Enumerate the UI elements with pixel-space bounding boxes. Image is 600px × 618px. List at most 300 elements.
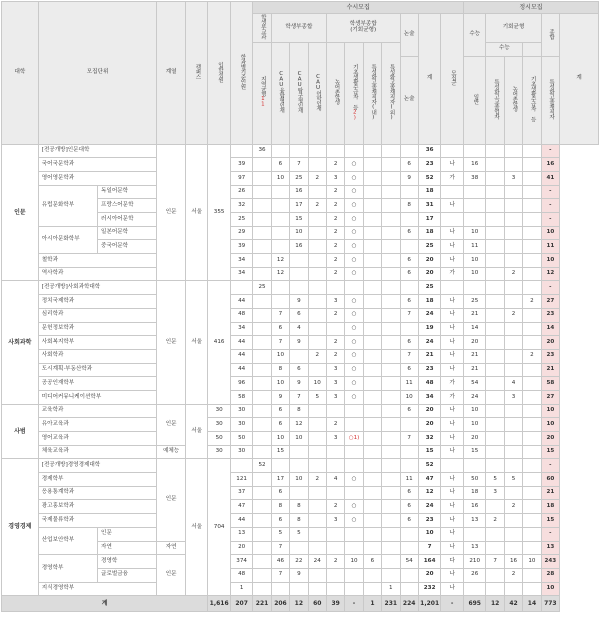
cell-t bbox=[290, 144, 308, 158]
cell-gun: 나 bbox=[441, 582, 464, 596]
cell-gg bbox=[523, 144, 541, 158]
cell-jy bbox=[253, 390, 271, 404]
header-gye: 계 bbox=[418, 14, 440, 145]
unit-label: 프랑스어문학 bbox=[98, 199, 157, 213]
cell-ns bbox=[400, 281, 418, 295]
cell-y bbox=[271, 281, 289, 295]
cell-e bbox=[308, 514, 326, 528]
cell-n bbox=[326, 459, 344, 473]
cell-stu: 30 bbox=[230, 445, 252, 459]
cell-sum: 19 bbox=[418, 322, 440, 336]
cell-t: 6 bbox=[290, 363, 308, 377]
cell-to bbox=[382, 568, 400, 582]
cell-n: 2 bbox=[326, 199, 344, 213]
unit-label: 사회복지학부 bbox=[38, 336, 157, 350]
unit-group-label: 유럽문화학부 bbox=[38, 185, 97, 226]
cell-il: 20 bbox=[463, 432, 485, 446]
campus-cell: 서울 bbox=[185, 281, 207, 404]
cell-gn bbox=[504, 336, 522, 350]
cell-to bbox=[382, 514, 400, 528]
cell-sum: 34 bbox=[418, 390, 440, 404]
cell-il: 10 bbox=[463, 254, 485, 268]
unit-label: 문헌정보학과 bbox=[38, 322, 157, 336]
cell-g bbox=[345, 281, 363, 295]
cell-gun: 나 bbox=[441, 404, 464, 418]
cell-tn bbox=[363, 432, 381, 446]
header-jiyeok: 지역균형11 bbox=[253, 42, 271, 144]
cell-g: ○ bbox=[345, 500, 363, 514]
cell-tot: 18 bbox=[541, 500, 559, 514]
cell-tg bbox=[486, 199, 504, 213]
header-teuksung-jj-top bbox=[523, 42, 541, 56]
cell-to bbox=[382, 185, 400, 199]
total-to: 1 bbox=[363, 596, 381, 612]
cell-t bbox=[290, 445, 308, 459]
cell-jy bbox=[253, 336, 271, 350]
cell-n: 4 bbox=[326, 473, 344, 487]
cell-g: ○ bbox=[345, 349, 363, 363]
cell-gn bbox=[504, 404, 522, 418]
cell-stu: 44 bbox=[230, 336, 252, 350]
cell-tg bbox=[486, 240, 504, 254]
cell-ns bbox=[400, 541, 418, 555]
cell-tot: - bbox=[541, 281, 559, 295]
cell-tg bbox=[486, 171, 504, 185]
cell-to bbox=[382, 541, 400, 555]
header-nongeochon2: 농어촌학생 bbox=[504, 56, 522, 144]
cell-il: 18 bbox=[463, 486, 485, 500]
cell-e bbox=[308, 445, 326, 459]
cell-to bbox=[382, 213, 400, 227]
cell-jy bbox=[253, 377, 271, 391]
table-row bbox=[2, 459, 599, 473]
cell-gun: 나 bbox=[441, 541, 464, 555]
cell-tg bbox=[486, 158, 504, 172]
cell-y: 46 bbox=[271, 555, 289, 569]
header-gyogwa: 학생부교과 bbox=[253, 14, 271, 43]
quota-cell: 30 bbox=[208, 404, 230, 418]
cell-tg bbox=[486, 568, 504, 582]
cell-gn: 4 bbox=[504, 377, 522, 391]
cell-n: 2 bbox=[326, 226, 344, 240]
cell-tg bbox=[486, 445, 504, 459]
cell-to bbox=[382, 418, 400, 432]
cell-n: 2 bbox=[326, 240, 344, 254]
cell-gn bbox=[504, 240, 522, 254]
cell-ns bbox=[400, 445, 418, 459]
cell-jy bbox=[253, 349, 271, 363]
cell-gun: 가 bbox=[441, 377, 464, 391]
cell-y bbox=[271, 185, 289, 199]
cell-ns bbox=[400, 418, 418, 432]
cell-n: 3 bbox=[326, 363, 344, 377]
cell-tn bbox=[363, 213, 381, 227]
cell-tn: 6 bbox=[363, 555, 381, 569]
cell-g: ○ bbox=[345, 199, 363, 213]
cell-sum: 21 bbox=[418, 349, 440, 363]
header-teuksung-nae: 특성화고졸재직자(내) bbox=[363, 42, 381, 144]
cell-to bbox=[382, 171, 400, 185]
table-row bbox=[2, 308, 599, 322]
cell-gg bbox=[523, 363, 541, 377]
cell-n bbox=[326, 582, 344, 596]
cell-tn bbox=[363, 418, 381, 432]
cell-ns: 6 bbox=[400, 363, 418, 377]
cell-il: 21 bbox=[463, 349, 485, 363]
cell-n: 3 bbox=[326, 514, 344, 528]
cell-il: 25 bbox=[463, 295, 485, 309]
cell-stu: 20 bbox=[230, 541, 252, 555]
cell-gun: 나 bbox=[441, 527, 464, 541]
cell-gn bbox=[504, 363, 522, 377]
cell-n: 2 bbox=[326, 336, 344, 350]
cell-y: 15 bbox=[271, 445, 289, 459]
header-jonghap-gihoe: 학생부종합 (기회균형) bbox=[326, 14, 400, 43]
cell-gun: 나 bbox=[441, 363, 464, 377]
cell-tn bbox=[363, 171, 381, 185]
cell-t: 15 bbox=[290, 213, 308, 227]
cell-il bbox=[463, 527, 485, 541]
cell-n bbox=[326, 281, 344, 295]
cell-y: 17 bbox=[271, 473, 289, 487]
cell-stu: 34 bbox=[230, 322, 252, 336]
unit-label: 철학과 bbox=[38, 254, 157, 268]
unit-group-label: 아시아문화학부 bbox=[38, 226, 97, 253]
table-row bbox=[2, 527, 599, 541]
cell-sum: 232 bbox=[418, 582, 440, 596]
cell-tot: 243 bbox=[541, 555, 559, 569]
cell-t bbox=[290, 541, 308, 555]
cell-t bbox=[290, 459, 308, 473]
college-name: 사회과학 bbox=[2, 281, 39, 404]
cell-sum: 20 bbox=[418, 254, 440, 268]
unit-label: [전공개방]사회과학대학 bbox=[38, 281, 157, 295]
table-row bbox=[2, 582, 599, 596]
cell-tg: 2 bbox=[486, 514, 504, 528]
table-row bbox=[2, 445, 599, 459]
cell-to bbox=[382, 158, 400, 172]
header-jonghap2: 종합 bbox=[541, 14, 559, 57]
cell-gun: 나 bbox=[441, 158, 464, 172]
cell-n: 2 bbox=[326, 185, 344, 199]
unit-label: 응용통계학과 bbox=[38, 486, 157, 500]
cell-stu: 96 bbox=[230, 377, 252, 391]
cell-tot: 27 bbox=[541, 390, 559, 404]
cell-tot: 11 bbox=[541, 240, 559, 254]
cell-e bbox=[308, 144, 326, 158]
cell-ns: 54 bbox=[400, 555, 418, 569]
cell-jy bbox=[253, 527, 271, 541]
header-susi: 수시모집 bbox=[253, 2, 464, 14]
cell-y: 7 bbox=[271, 541, 289, 555]
total-g: 39 bbox=[326, 596, 344, 612]
cell-tot: 10 bbox=[541, 582, 559, 596]
cell-ns bbox=[400, 568, 418, 582]
cell-e bbox=[308, 418, 326, 432]
cell-n: 3 bbox=[326, 390, 344, 404]
cell-gn: 3 bbox=[504, 171, 522, 185]
cell-jy bbox=[253, 158, 271, 172]
cell-ns bbox=[400, 213, 418, 227]
cell-e: 2 bbox=[308, 199, 326, 213]
cell-gun bbox=[441, 213, 464, 227]
cell-gn bbox=[504, 527, 522, 541]
cell-gg bbox=[523, 486, 541, 500]
cell-e bbox=[308, 254, 326, 268]
cell-to bbox=[382, 527, 400, 541]
cell-sum: 17 bbox=[418, 213, 440, 227]
table-row bbox=[2, 144, 599, 158]
cell-jy: 36 bbox=[253, 144, 271, 158]
cell-gun: 나 bbox=[441, 240, 464, 254]
cell-gg bbox=[523, 582, 541, 596]
cell-e bbox=[308, 541, 326, 555]
cell-tg bbox=[486, 322, 504, 336]
track-cell: 인문 bbox=[157, 459, 186, 541]
cell-tot: - bbox=[541, 144, 559, 158]
total-y: 221 bbox=[253, 596, 271, 612]
unit-label: [전공개방]경영경제대학 bbox=[38, 459, 157, 473]
cell-to bbox=[382, 267, 400, 281]
unit-label: 공공인재학부 bbox=[38, 377, 157, 391]
cell-stu: 32 bbox=[230, 199, 252, 213]
cell-g: ○ bbox=[345, 390, 363, 404]
cell-ns bbox=[400, 240, 418, 254]
cell-ns bbox=[400, 185, 418, 199]
cell-to bbox=[382, 404, 400, 418]
total-e: 12 bbox=[290, 596, 308, 612]
cell-stu: 29 bbox=[230, 226, 252, 240]
cell-tn bbox=[363, 226, 381, 240]
cell-gn bbox=[504, 582, 522, 596]
cell-tg: 7 bbox=[486, 555, 504, 569]
cell-tn bbox=[363, 158, 381, 172]
total-jy: 207 bbox=[230, 596, 252, 612]
cell-il bbox=[463, 185, 485, 199]
table-row bbox=[2, 363, 599, 377]
cell-gg bbox=[523, 158, 541, 172]
cell-il: 10 bbox=[463, 404, 485, 418]
cell-tot: - bbox=[541, 185, 559, 199]
cell-n: 2 bbox=[326, 158, 344, 172]
cell-jy bbox=[253, 568, 271, 582]
cell-stu bbox=[230, 144, 252, 158]
cell-gn bbox=[504, 514, 522, 528]
cell-gg bbox=[523, 213, 541, 227]
unit-group-label: 산업보안학부 bbox=[38, 527, 97, 554]
total-il: 695 bbox=[463, 596, 485, 612]
header-ilban: 일반 bbox=[463, 56, 485, 144]
cell-sum: 23 bbox=[418, 363, 440, 377]
cell-ns bbox=[400, 322, 418, 336]
cell-stu: 48 bbox=[230, 308, 252, 322]
cell-jy bbox=[253, 199, 271, 213]
cell-gg bbox=[523, 226, 541, 240]
cell-tn bbox=[363, 281, 381, 295]
cell-t: 10 bbox=[290, 432, 308, 446]
cell-stu: 25 bbox=[230, 213, 252, 227]
header-suneung-grp: 수능 bbox=[486, 42, 523, 56]
cell-y bbox=[271, 213, 289, 227]
cell-jy bbox=[253, 582, 271, 596]
quota-cell: 30 bbox=[208, 418, 230, 432]
cell-jy bbox=[253, 500, 271, 514]
cell-jy bbox=[253, 404, 271, 418]
cell-gun: 나 bbox=[441, 336, 464, 350]
cell-gun: 나 bbox=[441, 322, 464, 336]
cell-stu: 39 bbox=[230, 240, 252, 254]
cell-tn bbox=[363, 568, 381, 582]
cell-g: ○ bbox=[345, 254, 363, 268]
cell-gun: 나 bbox=[441, 254, 464, 268]
table-row bbox=[2, 254, 599, 268]
cell-gg bbox=[523, 254, 541, 268]
cell-e bbox=[308, 226, 326, 240]
cell-tot: 15 bbox=[541, 514, 559, 528]
table-row bbox=[2, 295, 599, 309]
college-name: 인문 bbox=[2, 144, 39, 281]
cell-tn bbox=[363, 295, 381, 309]
cell-jy bbox=[253, 254, 271, 268]
cell-gn bbox=[504, 432, 522, 446]
total-ns: 231 bbox=[382, 596, 400, 612]
cell-gun: 나 bbox=[441, 349, 464, 363]
table-row bbox=[2, 377, 599, 391]
cell-g: ○ bbox=[345, 240, 363, 254]
total-gg: 14 bbox=[523, 596, 541, 612]
table-row bbox=[2, 336, 599, 350]
cell-t: 7 bbox=[290, 158, 308, 172]
cell-t: 7 bbox=[290, 390, 308, 404]
cell-sum: 25 bbox=[418, 240, 440, 254]
cell-tot: 16 bbox=[541, 158, 559, 172]
cell-g bbox=[345, 459, 363, 473]
total-sum: 1,201 bbox=[418, 596, 440, 612]
cell-tg bbox=[486, 144, 504, 158]
cell-tg bbox=[486, 404, 504, 418]
cell-stu: 34 bbox=[230, 267, 252, 281]
cell-to bbox=[382, 445, 400, 459]
header-college: 대학 bbox=[2, 2, 39, 145]
cell-sum: 20 bbox=[418, 418, 440, 432]
cell-t: 17 bbox=[290, 199, 308, 213]
table-row bbox=[2, 185, 599, 199]
cell-il: 26 bbox=[463, 568, 485, 582]
cell-tot: 13 bbox=[541, 541, 559, 555]
cell-gg bbox=[523, 199, 541, 213]
cell-y: 7 bbox=[271, 336, 289, 350]
cell-tn bbox=[363, 308, 381, 322]
cell-to bbox=[382, 144, 400, 158]
cell-ns bbox=[400, 144, 418, 158]
cell-e bbox=[308, 432, 326, 446]
cell-jy bbox=[253, 541, 271, 555]
unit-label: 국어국문학과 bbox=[38, 158, 157, 172]
cell-t: 25 bbox=[290, 171, 308, 185]
cell-tn bbox=[363, 527, 381, 541]
cell-sum: 24 bbox=[418, 336, 440, 350]
cell-tn bbox=[363, 486, 381, 500]
cell-jy bbox=[253, 363, 271, 377]
cell-stu: 44 bbox=[230, 295, 252, 309]
cell-tg bbox=[486, 226, 504, 240]
cell-sum: 20 bbox=[418, 568, 440, 582]
cell-jy bbox=[253, 213, 271, 227]
cell-e bbox=[308, 185, 326, 199]
track-cell: 인문 bbox=[157, 555, 186, 596]
table-row bbox=[2, 281, 599, 295]
cell-ns: 7 bbox=[400, 432, 418, 446]
cell-y: 6 bbox=[271, 514, 289, 528]
cell-tg bbox=[486, 308, 504, 322]
cell-to bbox=[382, 377, 400, 391]
cell-n: 3 bbox=[326, 171, 344, 185]
cell-tn bbox=[363, 254, 381, 268]
cell-n: 2 bbox=[326, 267, 344, 281]
cell-tot: 20 bbox=[541, 432, 559, 446]
cell-g: ○1) bbox=[345, 432, 363, 446]
cell-gun: 다 bbox=[441, 555, 464, 569]
unit-label: 경제학부 bbox=[38, 473, 157, 487]
cell-ns: 6 bbox=[400, 254, 418, 268]
cell-gun: 나 bbox=[441, 514, 464, 528]
cell-y: 7 bbox=[271, 568, 289, 582]
cell-g: ○ bbox=[345, 363, 363, 377]
total-n: 60 bbox=[308, 596, 326, 612]
cell-y: 6 bbox=[271, 486, 289, 500]
cell-sum: 36 bbox=[418, 144, 440, 158]
unit-label: 사회학과 bbox=[38, 349, 157, 363]
college-name: 경영경제 bbox=[2, 459, 39, 596]
quota-cell: 704 bbox=[208, 459, 230, 596]
cell-t: 9 bbox=[290, 377, 308, 391]
admission-table-page bbox=[1, 1, 599, 616]
cell-ns: 9 bbox=[400, 171, 418, 185]
cell-gn: 16 bbox=[504, 555, 522, 569]
cell-sum: 7 bbox=[418, 541, 440, 555]
cell-g: ○ bbox=[345, 473, 363, 487]
total-t: 206 bbox=[271, 596, 289, 612]
cell-n: 2 bbox=[326, 500, 344, 514]
cell-tot: 12 bbox=[541, 267, 559, 281]
cell-tg bbox=[486, 459, 504, 473]
cell-sum: 20 bbox=[418, 267, 440, 281]
cell-gn bbox=[504, 199, 522, 213]
cell-y: 6 bbox=[271, 322, 289, 336]
cell-to bbox=[382, 308, 400, 322]
table-row bbox=[2, 514, 599, 528]
cell-g: ○ bbox=[345, 514, 363, 528]
cell-g bbox=[345, 582, 363, 596]
cell-g: ○ bbox=[345, 158, 363, 172]
unit-label: 유아교육과 bbox=[38, 418, 157, 432]
cell-stu: 30 bbox=[230, 418, 252, 432]
cell-e bbox=[308, 240, 326, 254]
table-row bbox=[2, 322, 599, 336]
cell-tot: 23 bbox=[541, 349, 559, 363]
cell-tn bbox=[363, 541, 381, 555]
cell-gn bbox=[504, 226, 522, 240]
cell-gg bbox=[523, 281, 541, 295]
cell-e bbox=[308, 568, 326, 582]
unit-label: 인문 bbox=[98, 527, 157, 541]
cell-e bbox=[308, 486, 326, 500]
cell-t bbox=[290, 267, 308, 281]
cell-tot: 28 bbox=[541, 568, 559, 582]
cell-gg bbox=[523, 336, 541, 350]
cell-y: 10 bbox=[271, 432, 289, 446]
cell-g bbox=[345, 568, 363, 582]
